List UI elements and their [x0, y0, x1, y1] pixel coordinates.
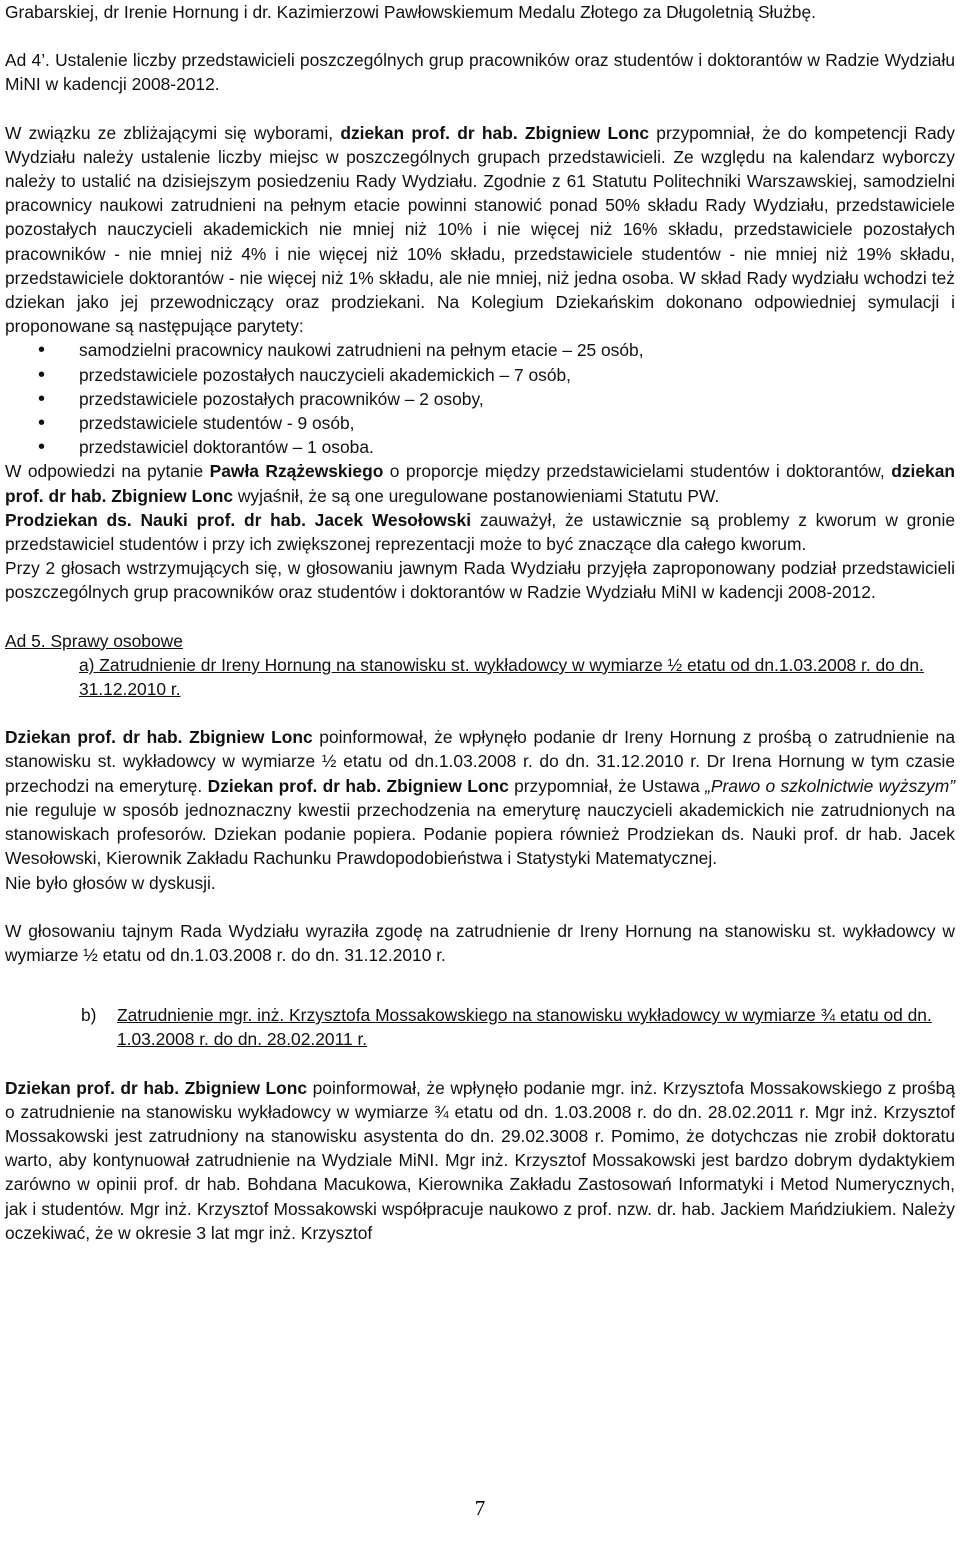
ad5-a-paragraph-3: W głosowaniu tajnym Rada Wydziału wyraziła zgodę na zatrudnienie dr Ireny Hornung na stanowisku st. wykładowcy w wymiarze ½ etatu od dn.1.03.2008 r. do dn. 31.12.2010 r. — [5, 920, 955, 965]
list-item: • przedstawiciele studentów - 9 osób, — [5, 411, 955, 435]
list-item: • przedstawiciel doktorantów – 1 osoba. — [5, 435, 955, 459]
ad5-b-paragraph-1: Dziekan prof. dr hab. Zbigniew Lonc poinformował, że wpłynęło podanie mgr. inż. Krzysztofa Mossakowskiego z prośbą o zatrudnienie na stanowisku wykładowcy w wymiarze ¾ etatu od dn. 1.03.2008 r. do dn. 28.02.2011 r. Mgr inż. Krzysztof Mossakowski jest zatrudniony na stanowisku asystenta do dn. 29.02.3008 r. Pomimo, że dotychczas nie zrobił doktoratu warto, aby kontynuował zatrudnienie na Wydziale MiNI. Mgr inż. Krzysztof Mossakowski jest bardzo dobrym dydaktykiem zarówno w opinii prof. dr hab. Bohdana Macukowa, Kierownika Zakładu Zastosowań Informatyki i Metod Numerycznych, jak i studentów. Mgr inż. Krzysztof Mossakowski współpracuje naukowo z prof. nzw. dr. hab. Jackiem Mańdziukiem. Należy oczekiwać, że w okresie 3 lat mgr inż. Krzysztof — [5, 1077, 956, 1243]
list-item: • przedstawiciele pozostałych nauczycieli akademickich – 7 osób, — [5, 363, 955, 387]
ad4-paragraph-3: Prodziekan ds. Nauki prof. dr hab. Jacek Wesołowski zauważył, że ustawicznie są problemy z kworum w gronie przedstawiciel studentów i przy ich zwiększonej reprezentacji może to być znaczące dla całego kworum. — [5, 509, 955, 555]
ad5-title: Ad 5. Sprawy osobowe — [5, 630, 183, 651]
ad5-a-paragraph-2: Nie było głosów w dyskusji. — [5, 872, 216, 893]
ad4-title: Ad 4’. Ustalenie liczby przedstawicieli poszczególnych grup pracowników oraz studentów i doktorantów w Radzie Wydziału MiNI w kadencji 2008-2012. — [5, 50, 955, 95]
parity-list — [5, 338, 955, 459]
intro-text: Grabarskiej, dr Irenie Hornung i dr. Kazimierzowi Pawłowskiemum Medalu Złotego za Długoletnią Służbę. — [5, 2, 816, 22]
ad5-b-heading — [5, 1003, 955, 1051]
ad4-paragraph-2: W odpowiedzi na pytanie Pawła Rzążewskiego o proporcje między przedstawicielami studentów i doktorantów, dziekan prof. dr hab. Zbigniew Lonc wyjaśnił, że są one uregulowane postanowieniami Statutu PW. — [5, 461, 955, 506]
ad5-a-title: a) Zatrudnienie dr Ireny Hornung na stanowisku st. wykładowcy w wymiarze ½ etatu od dn.1.03.2008 r. do dn. 31.12.2010 r. — [79, 654, 924, 700]
ad4-paragraph-1: W związku ze zbliżającymi się wyborami, dziekan prof. dr hab. Zbigniew Lonc przypomniał, że do kompetencji Rady Wydziału należy ustalenie liczby miejsc w poszczególnych grupach przedstawicieli. Ze względu na kalendarz wyborczy należy to ustalić na dzisiejszym posiedzeniu Rady Wydziału. Zgodnie z 61 Statutu Politechniki Warszawskiej, samodzielni pracownicy naukowi zatrudnieni na pełnym etacie powinni stanowić ponad 50% składu Rady Wydziału, przedstawiciele pozostałych nauczycieli akademickich nie mniej niż 10% i nie więcej niż 16% składu, przedstawiciele pozostałych pracowników - nie mniej niż 4% i nie więcej niż 10% składu, przedstawiciele studentów - nie mniej niż 19% składu, przedstawiciele doktorantów - nie więcej niż 1% składu, ale nie mniej, niż jedna osoba. W skład Rady wydziału wchodzi też dziekan jako jej przewodniczący oraz prodziekani. Na Kolegium Dziekańskim dokonano odpowiedniej symulacji i proponowane są następujące parytety: — [5, 122, 955, 337]
list-item: • samodzielni pracownicy naukowi zatrudnieni na pełnym etacie – 25 osób, — [5, 338, 955, 362]
ad5-a-paragraph-1: Dziekan prof. dr hab. Zbigniew Lonc poinformował, że wpłynęło podanie dr Ireny Hornung z prośbą o zatrudnienie na stanowisku st. wykładowcy w wymiarze ½ etatu od dn.1.03.2008 r. do dn. 31.12.2010 r. Dr Irena Hornung w tym czasie przechodzi na emeryturę. Dziekan prof. dr hab. Zbigniew Lonc przypomniał, że Ustawa „Prawo o szkolnictwie wyższym” nie reguluje w sposób jednoznaczny kwestii przechodzenia na emeryturę nauczycieli akademickich nie zatrudnionych na stanowiskach profesorów. Dziekan podanie popiera. Podanie popiera również Prodziekan ds. Nauki prof. dr hab. Jacek Wesołowski, Kierownik Zakładu Rachunku Prawdopodobieństwa i Statystyki Matematycznej. — [5, 727, 956, 869]
ad5-b-title: Zatrudnienie mgr. inż. Krzysztofa Mossakowskiego na stanowisku wykładowcy w wymiarze ¾ etatu od dn. 1.03.2008 r. do dn. 28.02.2011 r. — [117, 1005, 932, 1050]
ad4-paragraph-4: Przy 2 głosach wstrzymujących się, w głosowaniu jawnym Rada Wydziału przyjęła zaproponowany podział przedstawicieli poszczególnych grup pracowników oraz studentów i doktorantów w Radzie Wydziału MiNI w kadencji 2008-2012. — [5, 558, 955, 603]
document-page — [5, 0, 955, 1245]
list-item: • przedstawiciele pozostałych pracowników – 2 osoby, — [5, 387, 955, 411]
page-number: 7 — [474, 1496, 486, 1520]
ad5-b-label: b) — [81, 1005, 97, 1026]
